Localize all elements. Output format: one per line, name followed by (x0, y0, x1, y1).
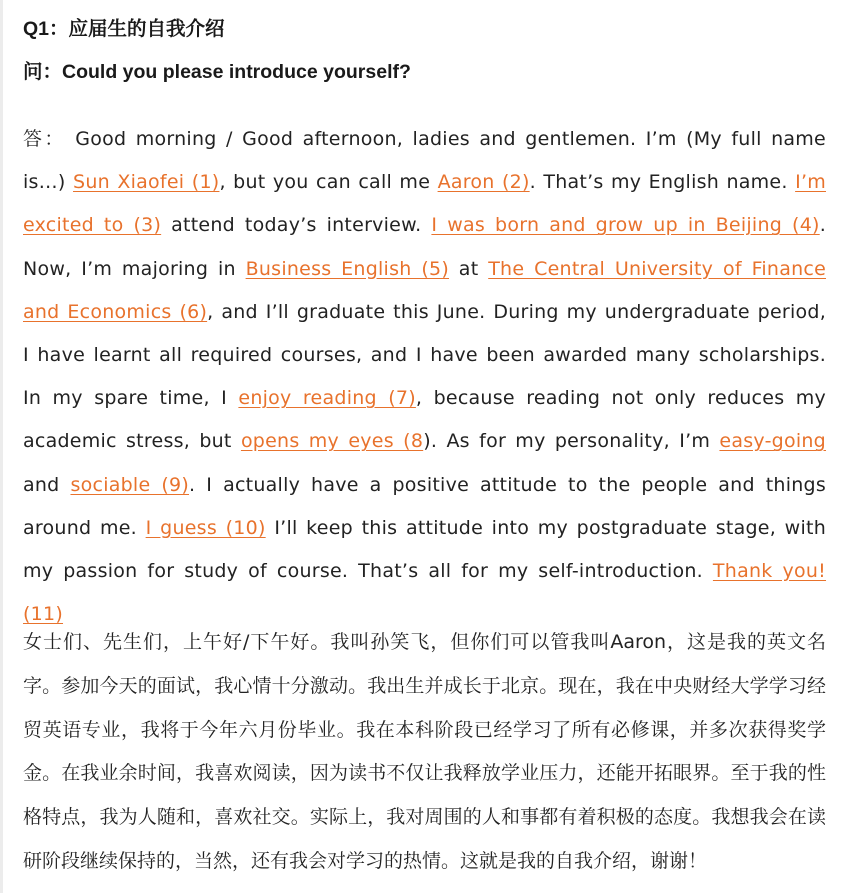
answer-text: . Now, I’m majoring in (23, 214, 826, 280)
answer-text: . That’s my English name. (529, 171, 796, 194)
answer-text: , because reading not only reduces my academic stress, but (23, 387, 826, 453)
highlighted-phrase: sociable (9) (70, 473, 190, 496)
highlighted-phrase: easy-going (719, 430, 826, 453)
highlighted-phrase: I’m excited to (3) (23, 171, 826, 237)
answer-text: at (449, 257, 489, 280)
answer-paragraph (23, 118, 826, 636)
question-title: Q1：应届生的自我介绍 (23, 18, 225, 40)
highlighted-phrase: Sun Xiaofei (1) (73, 171, 220, 194)
answer-text: and (23, 473, 71, 496)
highlighted-phrase: Aaron (2) (437, 171, 530, 194)
chinese-translation: 女士们、先生们，上午好/下午好。我叫孙笑飞，但你们可以管我叫Aaron，这是我的英文名字。参加今天的面试，我心情十分激动。我出生并成长于北京。现在，我在中央财经大学学习经贸英语专业，我将于今年六月份毕业。我在本科阶段已经学习了所有必修课，并多次获得奖学金。在我业余时间，我喜欢阅读，因为读书不仅让我释放学业压力，还能开拓眼界。至于我的性格特点，我为人随和，喜欢社交。实际上，我对周围的人和事都有着积极的态度。我想我会在读研阶段继续保持的，当然，还有我会对学习的热情。这就是我的自我介绍，谢谢！ (23, 631, 826, 872)
answer-text: I’ll keep this attitude into my postgraduate stage, with my passion for study of course. That’s all for my self-introduction. (23, 516, 826, 583)
page-edge (0, 0, 3, 893)
highlighted-phrase: I was born and grow up in Beijing (4) (431, 214, 820, 237)
answer-text: attend today’s interview. (161, 214, 432, 237)
highlighted-phrase: Thank you! (11) (23, 560, 827, 626)
answer-text: 答： Good morning / Good afternoon, ladies and gentlemen. I’m (My full name is…) (23, 128, 826, 194)
highlighted-phrase: The Central University of Finance and Economics (6) (23, 257, 827, 323)
answer-text: ). As for my personality, I’m (423, 430, 720, 453)
highlighted-phrase: enjoy reading (7) (238, 387, 416, 410)
answer-text: , and I’ll graduate this June. During my undergraduate period, I have learnt all required courses, and I have been awarded many scholarships. In my spare time, I (23, 300, 826, 410)
question-prompt: 问：Could you please introduce yourself? (23, 61, 411, 83)
answer-text: . I actually have a positive attitude to the people and things around me. (23, 473, 826, 539)
highlighted-phrase: I guess (10) (145, 516, 266, 539)
answer-text: , but you can call me (219, 171, 438, 194)
highlighted-phrase: opens my eyes (8 (240, 430, 424, 453)
highlighted-phrase: Business English (5) (245, 257, 449, 280)
